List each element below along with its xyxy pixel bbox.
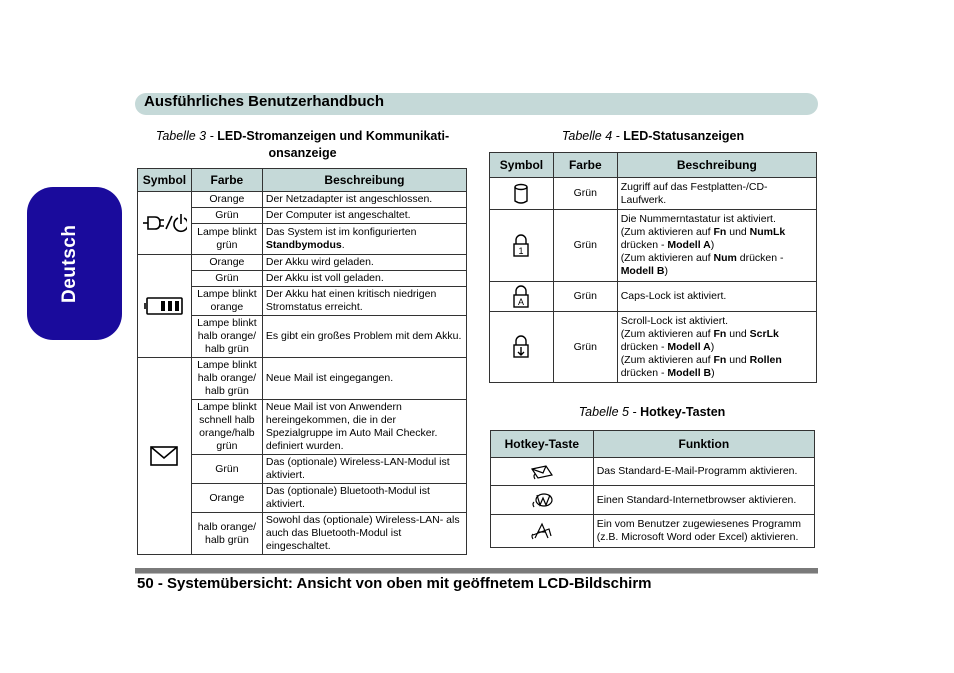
numlock-icon [490,210,554,282]
table3-color-cell: Orange [191,484,262,513]
table3-color-cell: Orange [191,192,262,208]
table5-hotkeys [490,430,815,548]
mail-envelope-icon [138,358,192,555]
hdd-cylinder-icon [490,178,554,210]
scrolllock-icon [490,312,554,383]
table5-header-row [491,431,815,458]
table-row [490,282,817,312]
table4-color-cell: Grün [553,178,617,210]
table4-caption-prefix: Tabelle 4 - [561,129,624,143]
table3-caption-prefix: Tabelle 3 - [155,129,218,143]
table-row [138,192,467,208]
language-side-tab-label: Deutsch [59,224,80,303]
table3-desc-cell: Neue Mail ist eingegangen. [262,358,466,400]
table3-caption [140,128,465,162]
table-row [138,255,467,271]
table3-desc-cell: Der Netzadapter ist angeschlossen. [262,192,466,208]
table3-color-cell: Orange [191,255,262,271]
table3-header-row [138,169,467,192]
table5-caption-title: Hotkey-Tasten [640,405,726,419]
table3-color-cell: Lampe blinkt schnell halb orange/halb grün [191,400,262,455]
table5-desc-cell: Ein vom Benutzer zugewiesenes Programm (z.B. Microsoft Word oder Excel) aktivieren. [593,515,814,548]
table-row [490,210,817,282]
capslock-icon [490,282,554,312]
table-row [490,178,817,210]
page-header-title: Ausführliches Benutzerhandbuch [144,93,385,110]
table4-caption-title: LED-Statusanzeigen [623,129,745,143]
table3-color-cell: Lampe blinkt halb orange/ halb grün [191,316,262,358]
table5-header-function: Funktion [593,431,814,458]
table5-desc-cell: Einen Standard-Internetbrowser aktivieren. [593,486,814,515]
table4-desc-cell: Zugriff auf das Festplatten-/CD-Laufwerk. [617,178,816,210]
table-row [491,515,815,548]
table-row [490,312,817,383]
table3-desc-cell: Der Computer ist angeschaltet. [262,208,466,224]
table4-color-cell: Grün [553,282,617,312]
table3-desc-cell: Das System ist im konfigurierten Standbymodus. [262,224,466,255]
table4-led-status [489,152,817,383]
table5-caption [489,404,815,421]
table4-color-cell: Grün [553,312,617,383]
table3-header-symbol: Symbol [138,169,192,192]
table3-desc-cell: Es gibt ein großes Problem mit dem Akku. [262,316,466,358]
app-hotkey-icon [491,515,594,548]
table3-color-cell: Lampe blinkt orange [191,287,262,316]
table4-caption [489,128,817,145]
table3-desc-cell: Der Akku ist voll geladen. [262,271,466,287]
table3-desc-cell: Das (optionale) Wireless-LAN-Modul ist aktiviert. [262,455,466,484]
table5-caption-prefix: Tabelle 5 - [578,405,641,419]
table3-desc-cell: Neue Mail ist von Anwendern hereingekommen, die in der Spezialgruppe im Auto Mail Checker. definiert wurden. [262,400,466,455]
email-hotkey-icon [491,458,594,486]
table3-desc-cell: Sowohl das (optionale) Wireless-LAN- als auch das Bluetooth-Modul ist eingeschaltet. [262,513,466,555]
table-row [491,486,815,515]
table3-color-cell: Grün [191,208,262,224]
table3-led-power [137,168,467,555]
table3-color-cell: halb orange/ halb grün [191,513,262,555]
table3-caption-title-1: LED-Stromanzeigen und Kommunikati- [217,129,450,143]
table3-color-cell: Lampe blinkt grün [191,224,262,255]
footer-bar-shadow [135,573,818,574]
table-row [491,458,815,486]
table4-header-symbol: Symbol [490,153,554,178]
table4-desc-cell: Die Nummerntastatur ist aktiviert. (Zum aktivieren auf Fn und NumLk drücken - Modell A) (Zum aktivieren auf Num drücken - Modell B) [617,210,816,282]
table4-header-color: Farbe [553,153,617,178]
table4-desc-cell: Scroll-Lock ist aktiviert. (Zum aktivieren auf Fn und ScrLk drücken - Modell A) (Zum aktivieren auf Fn und Rollen drücken - Modell B) [617,312,816,383]
browser-hotkey-icon [491,486,594,515]
table5-desc-cell: Das Standard-E-Mail-Programm aktivieren. [593,458,814,486]
svg-text:1: 1 [518,245,524,256]
page-footer-title: 50 - Systemübersicht: Ansicht von oben mit geöffnetem LCD-Bildschirm [137,575,652,592]
table3-desc-cell: Das (optionale) Bluetooth-Modul ist aktiviert. [262,484,466,513]
svg-text:A: A [518,296,525,307]
table3-color-cell: Lampe blinkt halb orange/ halb grün [191,358,262,400]
table3-header-color: Farbe [191,169,262,192]
table5-header-hotkey: Hotkey-Taste [491,431,594,458]
table3-desc-cell: Der Akku hat einen kritisch niedrigen Stromstatus erreicht. [262,287,466,316]
table3-caption-title-2: onsanzeige [268,146,337,160]
power-plug-icon [138,192,192,255]
table4-header-row [490,153,817,178]
table3-color-cell: Grün [191,455,262,484]
table3-color-cell: Grün [191,271,262,287]
table4-color-cell: Grün [553,210,617,282]
table3-desc-cell: Der Akku wird geladen. [262,255,466,271]
table4-header-description: Beschreibung [617,153,816,178]
table-row [138,358,467,400]
table4-desc-cell: Caps-Lock ist aktiviert. [617,282,816,312]
table3-header-description: Beschreibung [262,169,466,192]
battery-icon [138,255,192,358]
